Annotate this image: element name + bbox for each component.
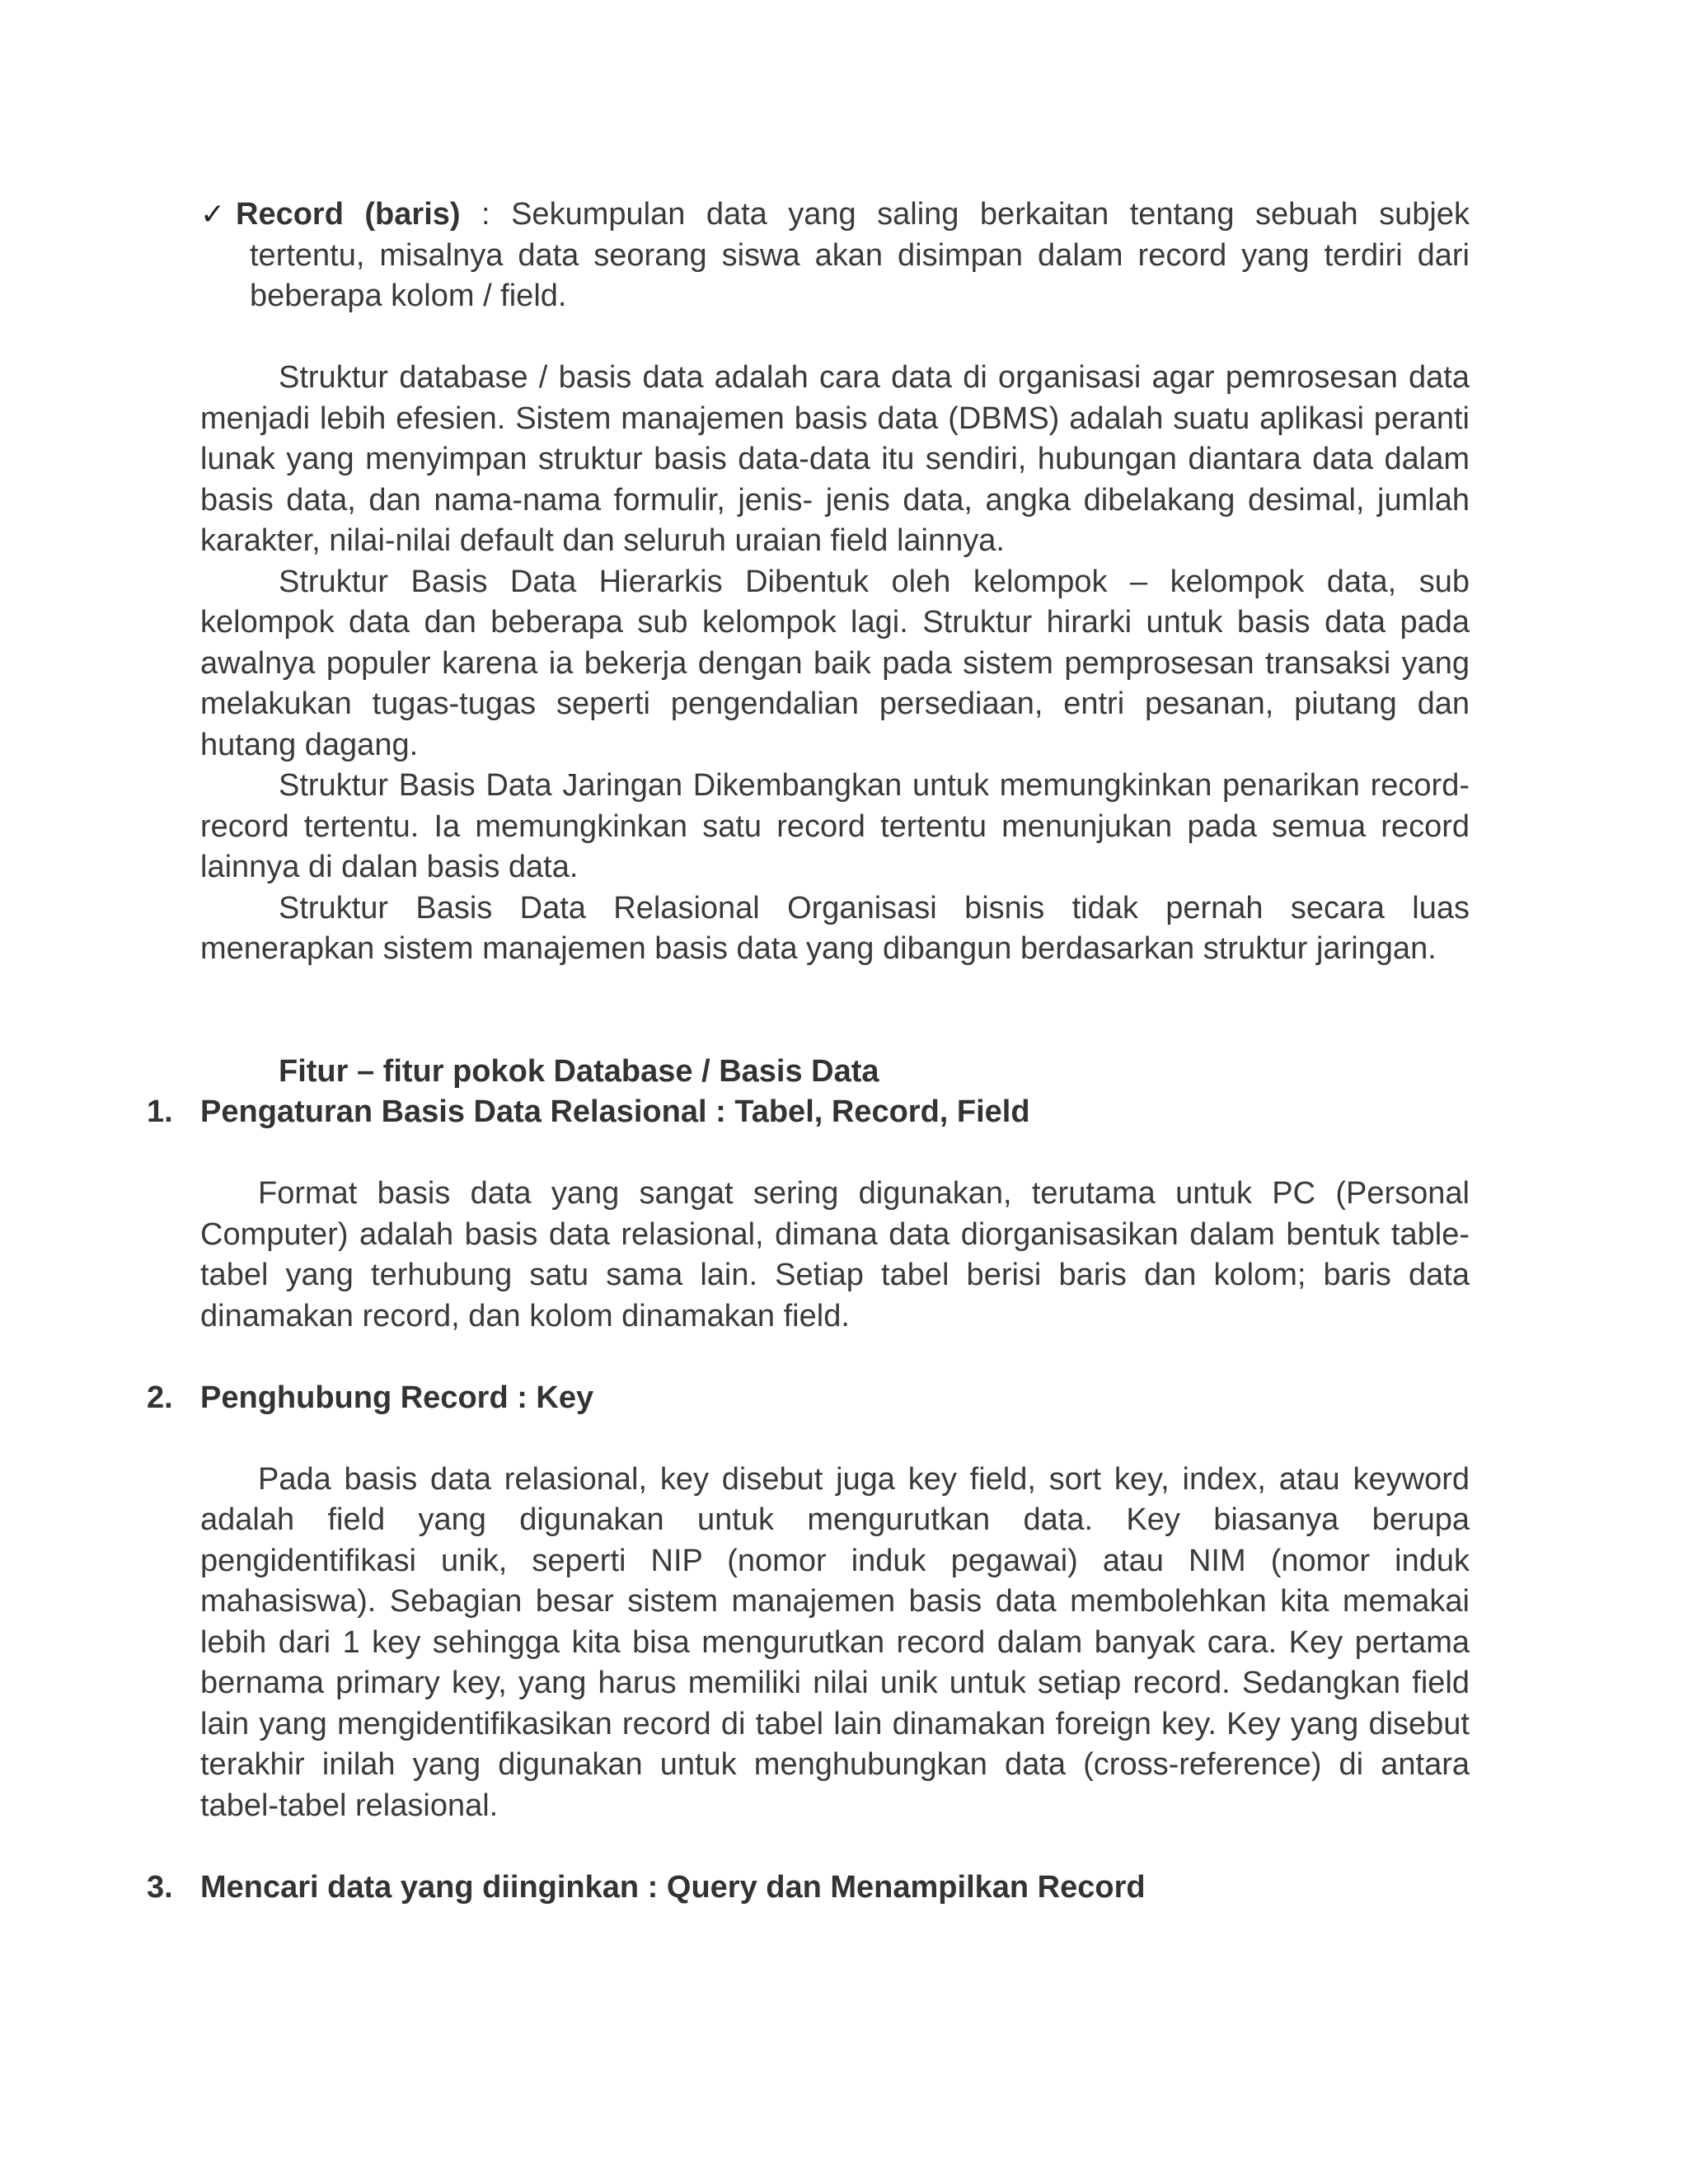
feature-1-number: 1.	[147, 1094, 173, 1129]
blank-line	[200, 1337, 1470, 1378]
blank-line	[200, 1826, 1470, 1868]
feature-3-number: 3.	[147, 1869, 173, 1905]
paragraph-database-structure: Struktur database / basis data adalah cara data di organisasi agar pemrosesan data menjadi lebih efesien. Sistem manajemen basis data (DBMS) adalah suatu aplikasi peranti lunak yang menyimpan struktur basis data-data itu sendiri, hubungan diantara data dalam basis data, dan nama-nama formulir, jenis- jenis data, angka dibelakang desimal, jumlah karakter, nilai-nilai default dan seluruh uraian field lainnya.	[200, 360, 1470, 558]
section-heading-features: Fitur – fitur pokok Database / Basis Data	[279, 1053, 879, 1089]
document-body	[147, 194, 1470, 1908]
feature-2-body: Pada basis data relasional, key disebut juga key field, sort key, index, atau keyword adalah field yang digunakan untuk mengurutkan data. Key biasanya berupa pengidentifikasi unik, seperti NIP (nomor induk pegawai) atau NIM (nomor induk mahasiswa). Sebagian besar sistem manajemen basis data membolehkan kita memakai lebih dari 1 key sehingga kita bisa mengurutkan record dalam banyak cara. Key pertama bernama primary key, yang harus memiliki nilai unik untuk setiap record. Sedangkan field lain yang mengidentifikasikan record di tabel lain dinamakan foreign key. Key yang disebut terakhir inilah yang digunakan untuk menghubungkan data (cross-reference) di antara tabel-tabel relasional.	[200, 1461, 1470, 1823]
paragraph-network: Struktur Basis Data Jaringan Dikembangkan untuk memungkinkan penarikan record-record tertentu. Ia memungkinkan satu record tertentu menunjukan pada semua record lainnya di dalan basis data.	[200, 768, 1470, 884]
feature-1-title-text: Pengaturan Basis Data Relasional : Tabel, Record, Field	[200, 1094, 1030, 1129]
feature-3-title	[147, 1868, 1470, 1909]
bullet-record-text: : Sekumpulan data yang saling berkaitan tentang sebuah subjek tertentu, misalnya data seorang siswa akan disimpan dalam record yang terdiri dari beberapa kolom / field.	[250, 197, 1470, 313]
bullet-record-term: Record (baris)	[236, 197, 461, 232]
feature-1-body: Format basis data yang sangat sering digunakan, terutama untuk PC (Personal Computer) adalah basis data relasional, dimana data diorganisasikan dalam bentuk table-tabel yang terhubung satu sama lain. Setiap tabel berisi baris dan kolom; baris data dinamakan record, dan kolom dinamakan field.	[200, 1176, 1470, 1333]
feature-2-title	[147, 1378, 1470, 1419]
blank-line	[200, 1418, 1470, 1460]
bullet-record	[200, 194, 1470, 317]
paragraph-hierarchical: Struktur Basis Data Hierarkis Dibentuk oleh kelompok – kelompok data, sub kelompok data dan beberapa sub kelompok lagi. Struktur hirarki untuk basis data pada awalnya populer karena ia bekerja dengan baik pada sistem pemprosesan transaksi yang melakukan tugas-tugas seperti pengendalian persediaan, entri pesanan, piutang dan hutang dagang.	[200, 564, 1470, 762]
blank-line	[200, 1133, 1470, 1174]
blank-lines	[200, 970, 1470, 1052]
feature-1-title	[147, 1092, 1470, 1133]
feature-2-number: 2.	[147, 1380, 173, 1415]
paragraph-relational: Struktur Basis Data Relasional Organisasi bisnis tidak pernah secara luas menerapkan sistem manajemen basis data yang dibangun berdasarkan struktur jaringan.	[200, 890, 1470, 966]
feature-2-title-text: Penghubung Record : Key	[200, 1380, 594, 1415]
blank-line	[200, 317, 1470, 359]
checkmark-icon: ✓	[200, 198, 226, 232]
feature-3-title-text: Mencari data yang diinginkan : Query dan Menampilkan Record	[200, 1869, 1146, 1905]
